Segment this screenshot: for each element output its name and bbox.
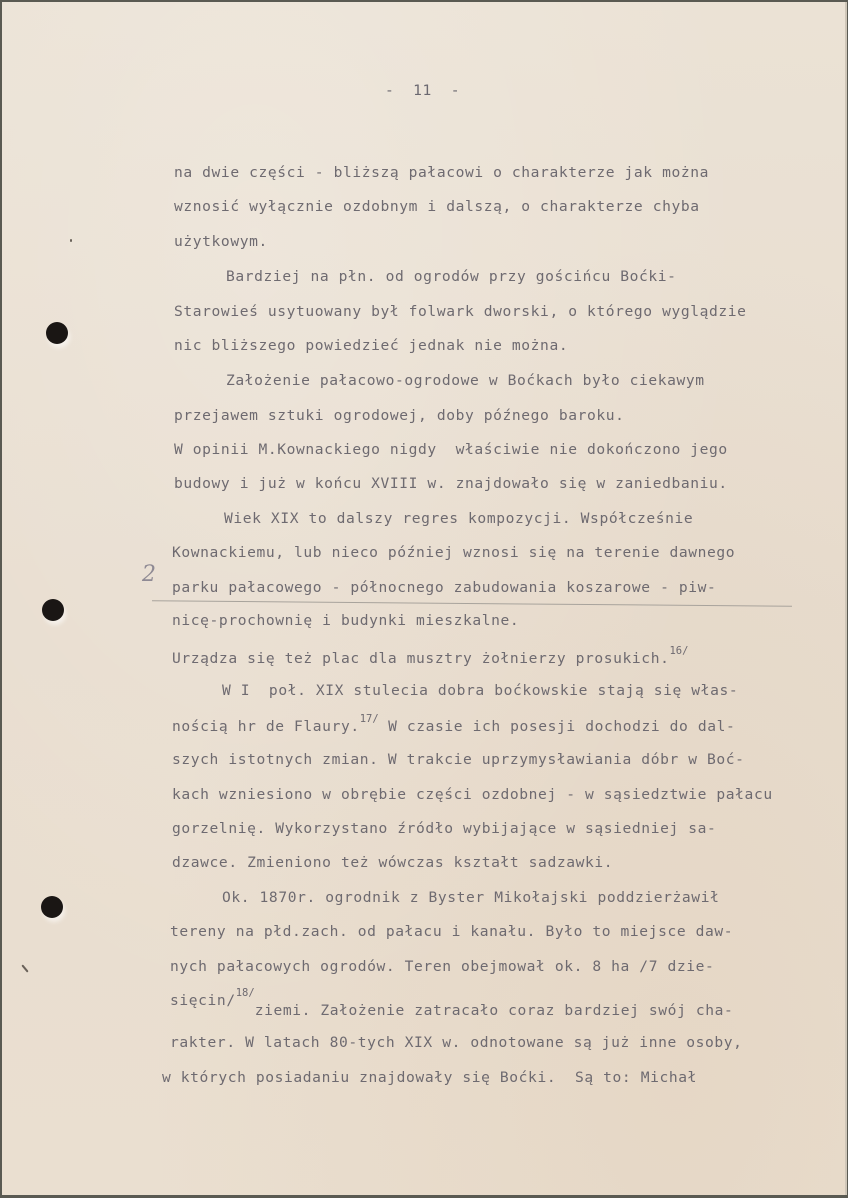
text-line: W I poł. XIX stulecia dobra boćkowskie stają się włas- (222, 682, 739, 699)
text-line: na dwie części - bliższą pałacowi o charakterze jak można (174, 164, 710, 181)
text-line: kach wzniesiono w obrębie części ozdobnej - w sąsiedztwie pałacu (172, 786, 773, 803)
text-line: dzawce. Zmieniono też wówczas kształt sadzawki. (172, 854, 614, 871)
text-line: Ok. 1870r. ogrodnik z Byster Mikołajski poddzierżawił (222, 889, 720, 906)
text-line: Wiek XIX to dalszy regres kompozycji. Współcześnie (224, 510, 694, 527)
text-line: parku pałacowego - północnego zabudowania koszarowe - piw- (172, 579, 717, 596)
text-line: gorzelnię. Wykorzystano źródło wybijające w sąsiedniej sa- (172, 820, 717, 837)
text-line: W opinii M.Kownackiego nigdy właściwie nie dokończono jego (174, 441, 728, 458)
footnote-marker: 17/ (359, 713, 379, 725)
text-line: przejawem sztuki ogrodowej, doby późnego baroku. (174, 407, 625, 424)
paper-speck (70, 239, 72, 242)
page-number: - 11 - (385, 82, 461, 99)
document-page (2, 2, 847, 1195)
footnote-marker: 16/ (669, 645, 689, 657)
text-line: budowy i już w końcu XVIII w. znajdowało się w zaniedbaniu. (174, 475, 728, 492)
footnote-marker: 18/ (235, 987, 255, 999)
text-line: Starowieś usytuowany był folwark dworski, o którego wyglądzie (174, 303, 747, 320)
text-line: sięcin/$^{18/}$ziemi. Założenie zatracało coraz bardziej swój cha- (170, 987, 734, 1019)
text-line: Założenie pałacowo-ogrodowe w Boćkach było ciekawym (226, 372, 705, 389)
text-line: nicę-prochownię i budynki mieszkalne. (172, 612, 520, 629)
punch-hole-icon (46, 322, 68, 344)
punch-hole-icon (41, 896, 63, 918)
text-line: Urządza się też plac dla musztry żołnierzy prosukich.$^{16/}$ (172, 645, 689, 667)
punch-hole-icon (42, 599, 64, 621)
text-line: Kownackiemu, lub nieco później wznosi się na terenie dawnego (172, 544, 736, 561)
text-line: Bardziej na płn. od ogrodów przy gościńcu Boćki- (226, 268, 677, 285)
text-line: wznosić wyłącznie ozdobnym i dalszą, o charakterze chyba (174, 198, 700, 215)
text-line: szych istotnych zmian. W trakcie uprzymysławiania dóbr w Boć- (172, 751, 745, 768)
paper-speck (21, 964, 28, 972)
pencil-underline (152, 600, 792, 607)
text-line: tereny na płd.zach. od pałacu i kanału. Było to miejsce daw- (170, 923, 734, 940)
text-line: nic bliższego powiedzieć jednak nie można. (174, 337, 569, 354)
margin-annotation: 2 (142, 562, 156, 587)
text-line: nością hr de Flaury.$^{17/}$ W czasie ich posesji dochodzi do dal- (172, 713, 736, 735)
text-line: rakter. W latach 80-tych XIX w. odnotowane są już inne osoby, (170, 1034, 743, 1051)
text-line: w których posiadaniu znajdowały się Boćki. Są to: Michał (162, 1069, 698, 1086)
text-line: użytkowym. (174, 233, 268, 250)
text-line: nych pałacowych ogrodów. Teren obejmował ok. 8 ha /7 dzie- (170, 958, 715, 975)
